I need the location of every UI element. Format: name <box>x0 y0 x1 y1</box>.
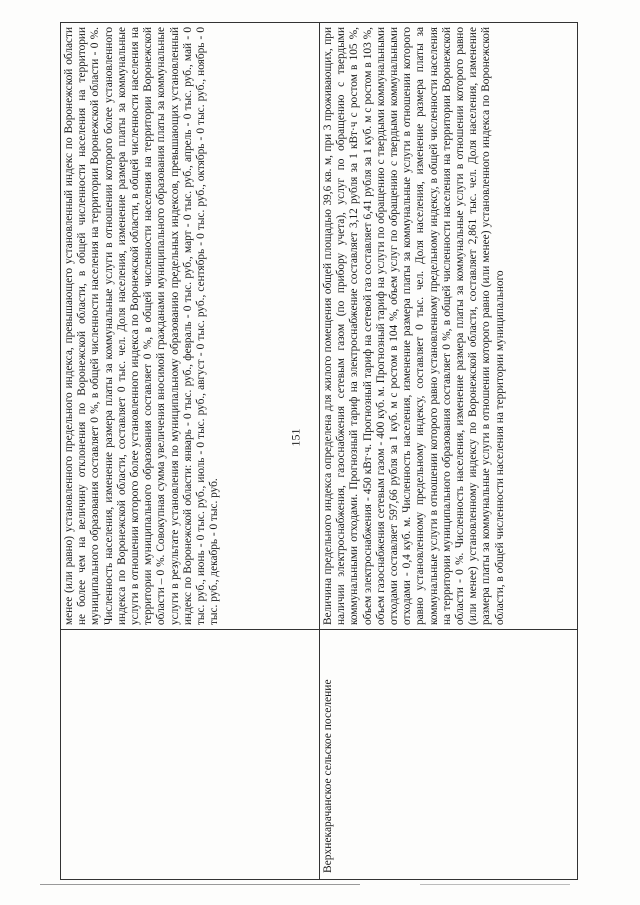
description-cell: Величина предельного индекса определена для жилого помещения общей площадью 39,6 кв. м, при 3 проживающих, при наличии электроснабжения, газоснабжения сетевым газом (по прибору учета), услуг по обращению с твердыми коммунальными отходами. Прогнозный тариф на электроснабжение составляет 3,12 рубля за 1 кВт·ч с ростом в 105 %, объем электроснабжения - 450 кВт·ч. Прогнозный тариф на сетевой газ составляет 6,41 рубля за 1 куб. м с ростом в 103 %, объем газоснабжения сетевым газом - 400 куб. м. Прогнозный тариф на услуги по обращению с твердыми коммунальными отходами составляет 597,66 рубля за 1 куб. м с ростом в 104 %, объем услуг по обращению с твердыми коммунальными отходами - 0,4 куб. м. Численность населения, изменение размера платы за коммунальные услуги в отношении которого равно установленному предельному индексу, составляет 0 тыс. чел. Доля населения, изменение размера платы за коммунальные услуги в отношении которого равно установленному предельному индексу, в общей численности населения на территории муниципального образования составляет 0 %, в общей численности населения на территории Воронежской области - 0 %. Численность населения, изменение размера платы за коммунальные услуги в отношении которого равно (или менее) установленному индексу по Воронежской области, составляет 2,861 тыс. чел. Доля населения, изменение размера платы за коммунальные услуги в отношении которого равно (или менее) установленного индекса по Воронежской области, в общей численности населения на территории муниципального <box>320 22 578 630</box>
municipality-cell: Верхнекарачанское сельское поселение <box>320 630 578 880</box>
scan-artifact-line <box>420 884 570 885</box>
page-number: 151 <box>288 428 303 447</box>
municipality-cell <box>60 630 320 880</box>
rotated-page-content <box>60 20 580 880</box>
scan-artifact-line <box>40 884 360 885</box>
tariff-table <box>60 20 580 880</box>
description-cell: менее (или равно) установленного предельного индекса, превышающего установленный индекс по Воронежской области не более чем на величину отклонения по Воронежской области, в общей численности населения на территории муниципального образования составляет 0 %, в общей численности населения на территории Воронежской области - 0 %. Численность населения, изменение размера платы за коммунальные услуги в отношении которого более установленного индекса по Воронежской области, составляет 0 тыс. чел. Доля населения, изменение размера платы за коммунальные услуги в отношении которого более установленного индекса по Воронежской области, в общей численности населения на территории муниципального образования составляет 0 %, в общей численности населения на территории Воронежской области – 0 %. Совокупная сумма увеличения вносимой гражданами муниципального образования платы за коммунальные услуги в результате установления по муниципальному образованию предельных индексов, превышающих установленный индекс по Воронежской области: январь - 0 тыс. руб., февраль - 0 тыс. руб., март - 0 тыс. руб., апрель - 0 тыс. руб., май - 0 тыс. руб., июнь - 0 тыс. руб., июль - 0 тыс. руб., август - 0 тыс. руб., сентябрь - 0 тыс. руб., октябрь - 0 тыс. руб., ноябрь - 0 тыс. руб., декабрь - 0 тыс. руб. <box>60 22 320 630</box>
